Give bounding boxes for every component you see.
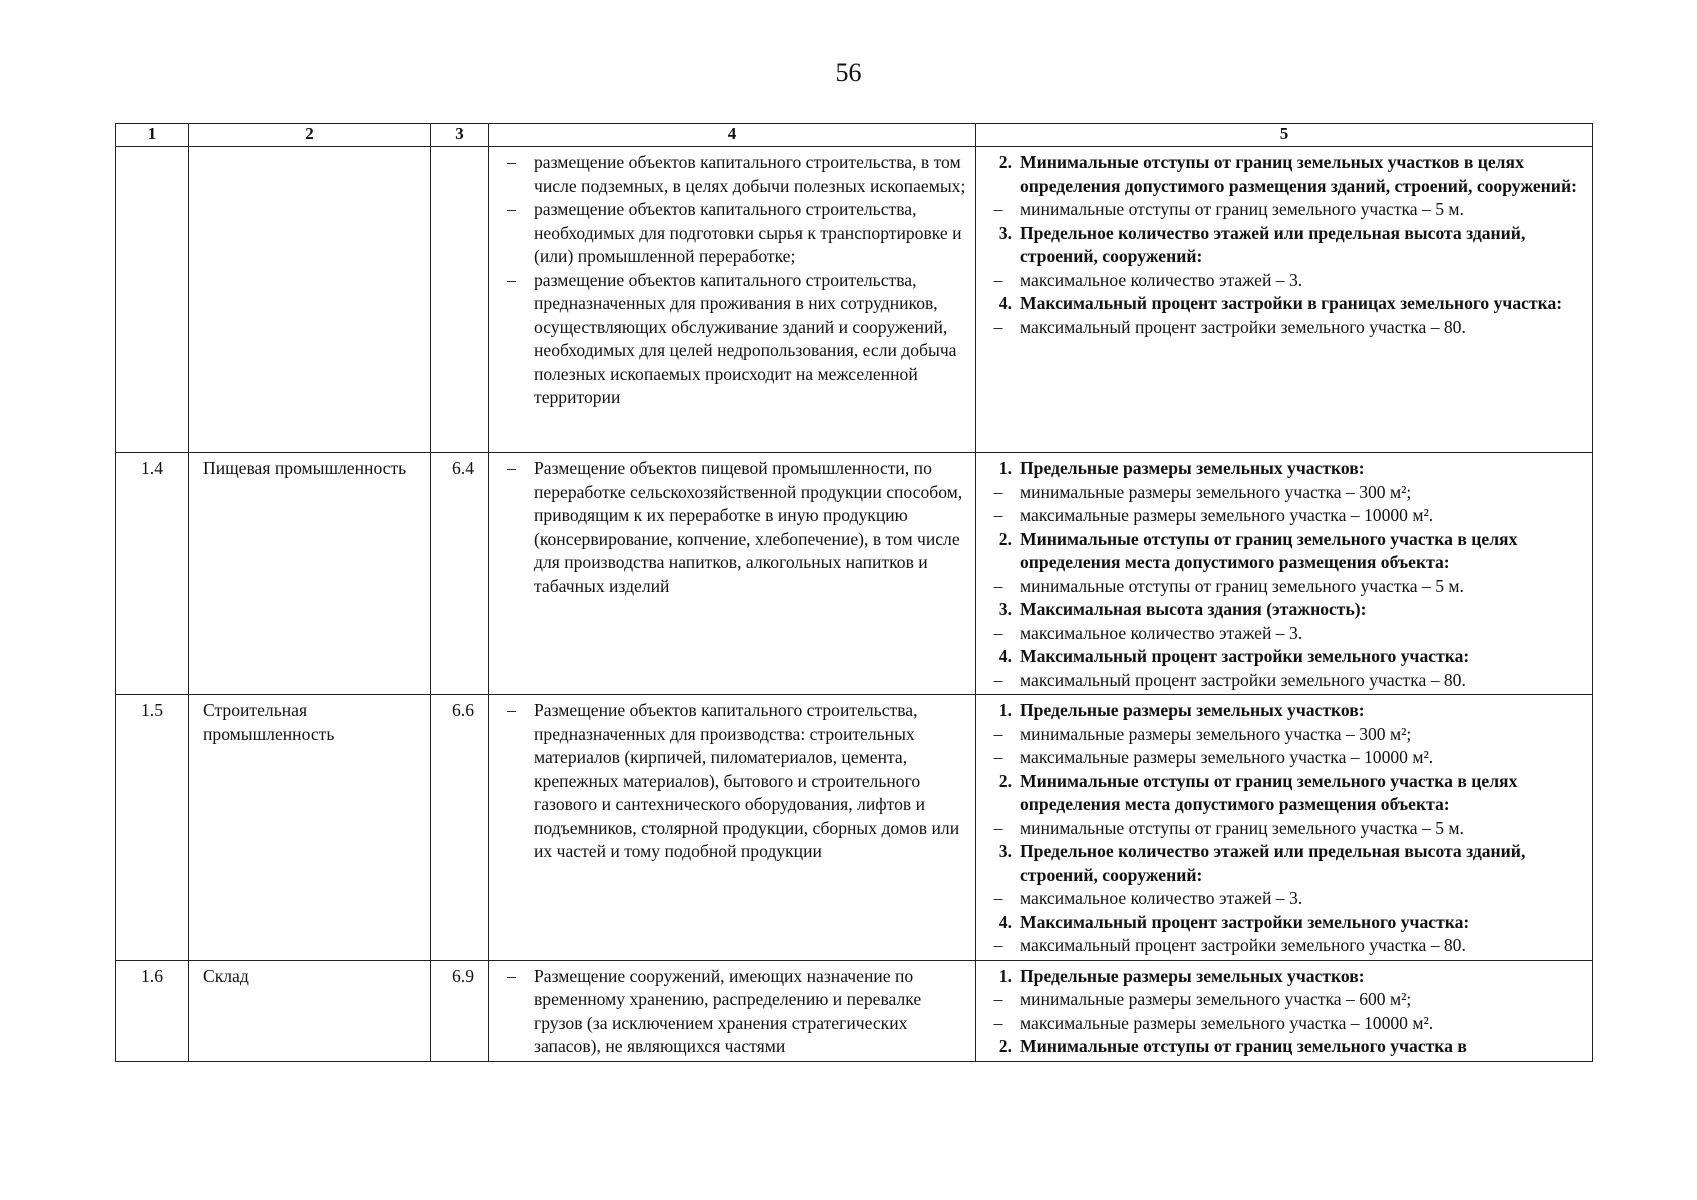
cell-c2: [189, 147, 431, 453]
dash-marker: –: [507, 269, 516, 290]
dash-marker: –: [507, 700, 516, 720]
parameter-heading: [976, 965, 1592, 989]
list-item: [489, 457, 975, 598]
table-row: [116, 453, 1593, 695]
cell-c3: 6.4: [431, 453, 489, 695]
cell-c1: 1.4: [116, 453, 189, 695]
cell-description: [489, 147, 976, 453]
dash-marker: –: [993, 622, 1003, 643]
parameter-number: 3.: [998, 222, 1012, 243]
table-row: [116, 695, 1593, 961]
parameter-number: 1.: [998, 458, 1012, 478]
parameter-value: [976, 934, 1592, 958]
header-col-1: 1: [116, 124, 189, 147]
parameter-heading-text: Максимальный процент застройки земельного участка:: [1020, 646, 1470, 666]
list-item-text: Размещение сооружений, имеющих назначение по временному хранению, распределению и перевалке грузов (за исключением хранения стратегических запасов), не являющихся частями: [534, 965, 922, 1056]
parameter-value-text: максимальное количество этажей – 3.: [1020, 622, 1303, 643]
parameter-value: [976, 269, 1592, 293]
parameter-heading-text: Минимальные отступы от границ земельного участка в целях определения места допустимого размещения объекта:: [1020, 528, 1518, 572]
parameter-heading: [976, 911, 1592, 935]
parameter-heading-text: Предельные размеры земельных участков:: [1020, 700, 1365, 720]
parameter-value: [976, 198, 1592, 222]
header-col-3: 3: [431, 124, 489, 147]
parameter-value-text: минимальные отступы от границ земельного участка – 5 м.: [1020, 199, 1464, 219]
parameter-heading: [976, 840, 1592, 887]
parameter-value-text: минимальные размеры земельного участка – 300 м²;: [1020, 481, 1412, 502]
parameter-number: 3.: [998, 841, 1012, 861]
dash-marker: –: [993, 723, 1003, 744]
parameter-value: [976, 669, 1592, 693]
parameter-heading: [976, 528, 1592, 575]
parameter-heading: [976, 699, 1592, 723]
parameter-value-text: максимальный процент застройки земельного участка – 80.: [1020, 316, 1466, 337]
header-col-4: 4: [489, 124, 976, 147]
table-row: [116, 960, 1593, 1061]
list-item: [489, 699, 975, 864]
list-item: [489, 269, 975, 410]
parameter-heading: [976, 457, 1592, 481]
parameter-value: [976, 746, 1592, 770]
dash-marker: –: [993, 575, 1003, 596]
cell-c2: Склад: [189, 960, 431, 1061]
dash-marker: –: [993, 935, 1003, 955]
cell-c3: [431, 147, 489, 453]
parameter-value: [976, 723, 1592, 747]
parameter-heading-text: Предельные размеры земельных участков:: [1020, 458, 1365, 478]
regulations-table: [115, 123, 1593, 1062]
parameter-heading: [976, 292, 1592, 316]
list-item-text: Размещение объектов пищевой промышленности, по переработке сельскохозяйственной продукции способом, приводящим к их переработке в иную продукцию (консервирование, копчение, хлебопечение), в том числе для производства напитков, алкогольных напитков и табачных изделий: [534, 458, 963, 596]
cell-c1: [116, 147, 189, 453]
dash-marker: –: [993, 481, 1003, 502]
dash-marker: –: [993, 888, 1003, 908]
table-body: [116, 147, 1593, 1062]
dash-marker: –: [507, 152, 516, 172]
cell-c2: Пищевая промышленность: [189, 453, 431, 695]
cell-c3: 6.9: [431, 960, 489, 1061]
parameter-value: [976, 575, 1592, 599]
parameter-heading-text: Минимальные отступы от границ земельного участка в целях определения места допустимого размещения объекта:: [1020, 770, 1518, 814]
dash-marker: –: [993, 669, 1003, 690]
parameter-value-text: минимальные отступы от границ земельного участка – 5 м.: [1020, 575, 1464, 596]
dash-marker: –: [993, 199, 1003, 219]
list-item-text: размещение объектов капитального строительства, необходимых для подготовки сырья к транспортировке и (или) промышленной переработке;: [534, 199, 962, 266]
parameter-number: 2.: [998, 1036, 1012, 1056]
cell-description: [489, 453, 976, 695]
cell-c2: Строительная промышленность: [189, 695, 431, 961]
dash-marker: –: [993, 989, 1003, 1009]
parameter-value: [976, 622, 1592, 646]
parameter-value-text: максимальное количество этажей – 3.: [1020, 888, 1303, 908]
cell-parameters: [976, 960, 1593, 1061]
parameter-number: 1.: [998, 700, 1012, 720]
parameter-value-text: минимальные размеры земельного участка – 600 м²;: [1020, 989, 1412, 1009]
dash-marker: –: [507, 965, 516, 986]
dash-marker: –: [507, 199, 516, 219]
list-item: [489, 198, 975, 269]
parameter-value: [976, 1012, 1592, 1036]
parameter-heading-text: Максимальная высота здания (этажность):: [1020, 599, 1367, 619]
parameter-heading: [976, 151, 1592, 198]
list-item-text: Размещение объектов капитального строительства, предназначенных для производства: строительных материалов (кирпичей, пиломатериалов, цемента, крепежных материалов), бытового и строительного газового и сантехнического оборудования, лифтов и подъемников, столярной продукции, сборных домов или их частей и тому подобной продукции: [534, 700, 960, 861]
cell-c1: 1.5: [116, 695, 189, 961]
dash-marker: –: [993, 505, 1003, 525]
parameter-number: 4.: [998, 646, 1012, 666]
parameter-value-text: максимальные размеры земельного участка – 10000 м².: [1020, 1012, 1434, 1033]
cell-c1: 1.6: [116, 960, 189, 1061]
parameter-heading-text: Предельное количество этажей или предельная высота зданий, строений, сооружений:: [1020, 841, 1526, 885]
parameter-heading-text: Предельные размеры земельных участков:: [1020, 965, 1365, 986]
parameter-value: [976, 504, 1592, 528]
parameter-value: [976, 817, 1592, 841]
parameter-heading-text: Минимальные отступы от границ земельных участков в целях определения допустимого размещения зданий, строений, сооружений:: [1020, 152, 1577, 196]
cell-description: [489, 960, 976, 1061]
header-col-2: 2: [189, 124, 431, 147]
parameter-value-text: максимальный процент застройки земельного участка – 80.: [1020, 935, 1466, 955]
parameter-value-text: максимальное количество этажей – 3.: [1020, 269, 1303, 290]
list-item: [489, 965, 975, 1059]
page-number: 56: [835, 58, 862, 87]
dash-marker: –: [993, 817, 1003, 838]
parameter-value-text: максимальные размеры земельного участка – 10000 м².: [1020, 505, 1434, 525]
cell-parameters: [976, 453, 1593, 695]
parameter-heading: [976, 770, 1592, 817]
parameter-value: [976, 887, 1592, 911]
dash-marker: –: [993, 316, 1003, 337]
parameter-heading-text: Предельное количество этажей или предельная высота зданий, строений, сооружений:: [1020, 222, 1526, 266]
parameter-value: [976, 481, 1592, 505]
parameter-number: 1.: [998, 965, 1012, 986]
parameter-value-text: минимальные размеры земельного участка – 300 м²;: [1020, 723, 1412, 744]
table-row: [116, 147, 1593, 453]
parameter-heading: [976, 1035, 1592, 1059]
parameter-heading: [976, 645, 1592, 669]
dash-marker: –: [993, 269, 1003, 290]
parameter-value: [976, 988, 1592, 1012]
parameter-value: [976, 316, 1592, 340]
list-item: [489, 151, 975, 198]
parameter-heading-text: Максимальный процент застройки земельного участка:: [1020, 911, 1470, 932]
parameter-heading-text: Максимальный процент застройки в границах земельного участка:: [1020, 293, 1563, 313]
parameter-heading: [976, 598, 1592, 622]
parameter-number: 2.: [998, 528, 1012, 549]
parameter-number: 4.: [998, 293, 1012, 313]
cell-description: [489, 695, 976, 961]
parameter-value-text: минимальные отступы от границ земельного участка – 5 м.: [1020, 817, 1464, 838]
parameter-number: 3.: [998, 599, 1012, 619]
parameter-number: 2.: [998, 152, 1012, 172]
parameter-number: 2.: [998, 770, 1012, 791]
parameter-value-text: максимальный процент застройки земельного участка – 80.: [1020, 669, 1466, 690]
list-item-text: размещение объектов капитального строительства, в том числе подземных, в целях добычи полезных ископаемых;: [534, 152, 966, 196]
dash-marker: –: [993, 1012, 1003, 1033]
parameter-heading: [976, 222, 1592, 269]
cell-c3: 6.6: [431, 695, 489, 961]
list-item-text: размещение объектов капитального строительства, предназначенных для проживания в них сотрудников, осуществляющих обслуживание зданий и сооружений, необходимых для целей недропользования, если добыча полезных ископаемых происходит на межселенной территории: [534, 269, 957, 407]
header-row: [116, 124, 1593, 147]
header-col-5: 5: [976, 124, 1593, 147]
cell-parameters: [976, 147, 1593, 453]
dash-marker: –: [507, 458, 516, 478]
dash-marker: –: [993, 747, 1003, 767]
parameter-number: 4.: [998, 911, 1012, 932]
cell-parameters: [976, 695, 1593, 961]
parameter-value-text: максимальные размеры земельного участка – 10000 м².: [1020, 747, 1434, 767]
parameter-heading-text: Минимальные отступы от границ земельного участка в: [1020, 1036, 1467, 1056]
